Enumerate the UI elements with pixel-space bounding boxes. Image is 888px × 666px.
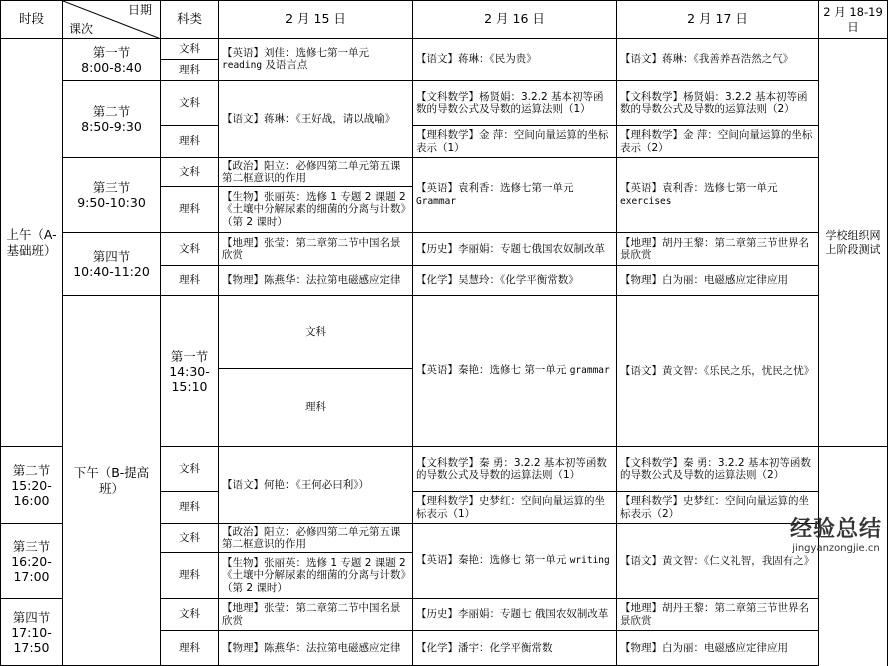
lesson-cell: 【政治】阳立：必修四第二单元第五课第二框意识的作用 [219,158,413,187]
lesson-cell: 【英语】秦艳：选修七 第一单元 grammar [413,296,617,447]
slot-name: 第一节 [170,348,209,364]
stream-arts: 文科 [161,233,219,266]
lesson-cell: 【历史】李丽娟：专题七 俄国农奴制改革 [413,599,617,631]
stream-science: 理科 [219,369,413,447]
header-date-label: 日期 [127,3,152,17]
slot-time: 15:20-16:00 [11,477,52,508]
lesson-cell: 【理科数学】史梦红：空间向量运算的坐标表示（2） [617,492,819,524]
header-subject: 科类 [161,1,219,39]
latin-term: grammar [569,365,610,377]
slot-time: 8:50-9:30 [81,119,142,134]
latin-term: Grammar [416,195,457,207]
stream-arts: 文科 [161,447,219,492]
header-period: 时段 [1,1,63,39]
header-lesson-label: 课次 [69,21,94,36]
lesson-cell: 【理科数学】金 萍：空间向量运算的坐标表示（1） [413,126,617,158]
lesson-cell: 【英语】袁利香：选修七第一单元 Grammar [413,158,617,233]
latin-term: reading [222,60,263,71]
header-date-15: 2 月 15 日 [219,1,413,39]
lesson-cell: 【历史】李丽娟：专题七俄国农奴制改革 [413,233,617,266]
slot-time: 17:10-17:50 [11,624,52,655]
table-row [1,233,888,266]
slot-time: 14:30-15:10 [169,363,210,394]
lesson-cell: 【地理】胡丹王黎：第二章第三节世界名景欣赏 [617,599,819,631]
stream-arts: 文科 [161,599,219,631]
slot-name: 第二节 [12,462,51,478]
lesson-cell: 【语文】蒋琳：《民为贵》 [413,39,617,81]
watermark-brand: 经验总结 [789,517,882,542]
stream-science: 理科 [161,126,219,158]
stream-arts: 文科 [161,39,219,60]
lesson-cell: 【生物】张丽英：选修 1 专题 2 课题 2《土壤中分解尿素的细菌的分离与计数》（第 2 课时） [219,187,413,233]
slot-am-4 [63,233,161,296]
lesson-cell: 【物理】白为丽：电磁感应定律应用 [617,631,819,666]
slot-pm-2 [1,447,63,524]
session-morning: 上午（A-基础班） [1,39,63,447]
slot-pm-1 [161,296,219,447]
header-date-16: 2 月 16 日 [413,1,617,39]
lesson-cell: 【物理】白为丽：电磁感应定律应用 [617,266,819,296]
slot-pm-3 [1,524,63,599]
stream-arts: 文科 [219,296,413,369]
slot-time: 10:40-11:20 [73,264,150,279]
lesson-cell: 【地理】张莹：第二章第二节中国名景欣赏 [219,233,413,266]
lesson-cell: 【化学】潘宇：化学平衡常数 [413,631,617,666]
header-date-18-19: 2 月 18-19 日 [819,1,888,39]
stream-science: 理科 [161,266,219,296]
stream-science: 理科 [161,187,219,233]
slot-time: 9:50-10:30 [77,195,146,210]
lesson-cell: 【文科数学】杨贤娟：3.2.2 基本初等函数的导数公式及导数的运算法则（1） [413,81,617,126]
lesson-cell: 【文科数学】秦 勇：3.2.2 基本初等函数的导数公式及导数的运算法则（2） [617,447,819,492]
table-row [1,296,888,369]
lesson-cell: 【地理】胡丹王黎：第二章第三节世界名景欣赏 [617,233,819,266]
slot-name: 第三节 [12,538,51,554]
lesson-cell: 【英语】秦艳：选修七 第一单元 writing [413,524,617,599]
slot-name: 第一节 [92,44,131,60]
slot-pm-4 [1,599,63,666]
stream-science: 理科 [161,492,219,524]
lesson-cell: 【理科数学】金 萍：空间向量运算的坐标表示（2） [617,126,819,158]
lesson-cell: 【语文】黄文智：《乐民之乐，忧民之忧》 [617,296,819,447]
stream-arts: 文科 [161,524,219,553]
header-row [1,1,888,39]
lesson-cell: 【英语】袁利香：选修七第一单元 exercises [617,158,819,233]
lesson-cell: 【理科数学】史梦红：空间向量运算的坐标表示（1） [413,492,617,524]
lesson-cell: 【化学】吴慧玲：《化学平衡常数》 [413,266,617,296]
stream-arts: 文科 [161,158,219,187]
latin-term: writing [569,555,610,567]
lesson-cell: 【地理】张莹：第二章第二节中国名景欣赏 [219,599,413,631]
table-row [1,39,888,60]
stream-arts: 文科 [161,81,219,126]
session-afternoon: 下午（B-提高班） [63,296,161,666]
slot-am-3 [63,158,161,233]
slot-am-1 [63,39,161,81]
slot-name: 第三节 [92,180,131,195]
slot-time: 16:20-17:00 [11,553,52,584]
lesson-cell: 【物理】陈燕华：法拉第电磁感应定律 [219,631,413,666]
stream-science: 理科 [161,60,219,81]
lesson-cell: 【语文】何艳：《王何必曰利》） [219,447,413,524]
lesson-cell: 【政治】阳立：必修四第二单元第五课第二框意识的作用 [219,524,413,553]
lesson-cell: 【英语】刘佳：选修七第一单元 reading 及语言点 [219,39,413,81]
header-date-17: 2 月 17 日 [617,1,819,39]
lesson-cell: 【语文】黄文智：《仁义礼智，我固有之》 [617,524,819,599]
latin-term: exercises [620,195,672,207]
lesson-cell: 【物理】陈燕华：法拉第电磁感应定律 [219,266,413,296]
slot-name: 第四节 [92,249,131,264]
header-diagonal-cell [63,1,161,39]
slot-name: 第四节 [12,609,51,625]
slot-name: 第二节 [92,104,131,119]
lesson-cell: 【文科数学】杨贤娟：3.2.2 基本初等函数的导数公式及导数的运算法则（2） [617,81,819,126]
stream-science: 理科 [161,631,219,666]
slot-time: 8:00-8:40 [81,59,142,75]
slot-am-2 [63,81,161,158]
table-row [1,81,888,126]
lesson-cell: 【生物】张丽英：选修 1 专题 2 课题 2《土壤中分解尿素的细菌的分离与计数》（第 2 课时） [219,553,413,599]
lesson-cell: 【语文】蒋琳：《我善养吾浩然之气》 [617,39,819,81]
stream-science: 理科 [161,553,219,599]
watermark [790,512,882,554]
table-row [1,158,888,187]
lesson-cell: 【语文】蒋琳：《王好战，请以战喻》 [219,81,413,158]
exam-cell-am: 学校组织网上阶段测试 [819,39,888,447]
lesson-cell: 【文科数学】秦 勇：3.2.2 基本初等函数的导数公式及导数的运算法则（1） [413,447,617,492]
watermark-url: jingyanzongjie.cn [792,543,880,554]
